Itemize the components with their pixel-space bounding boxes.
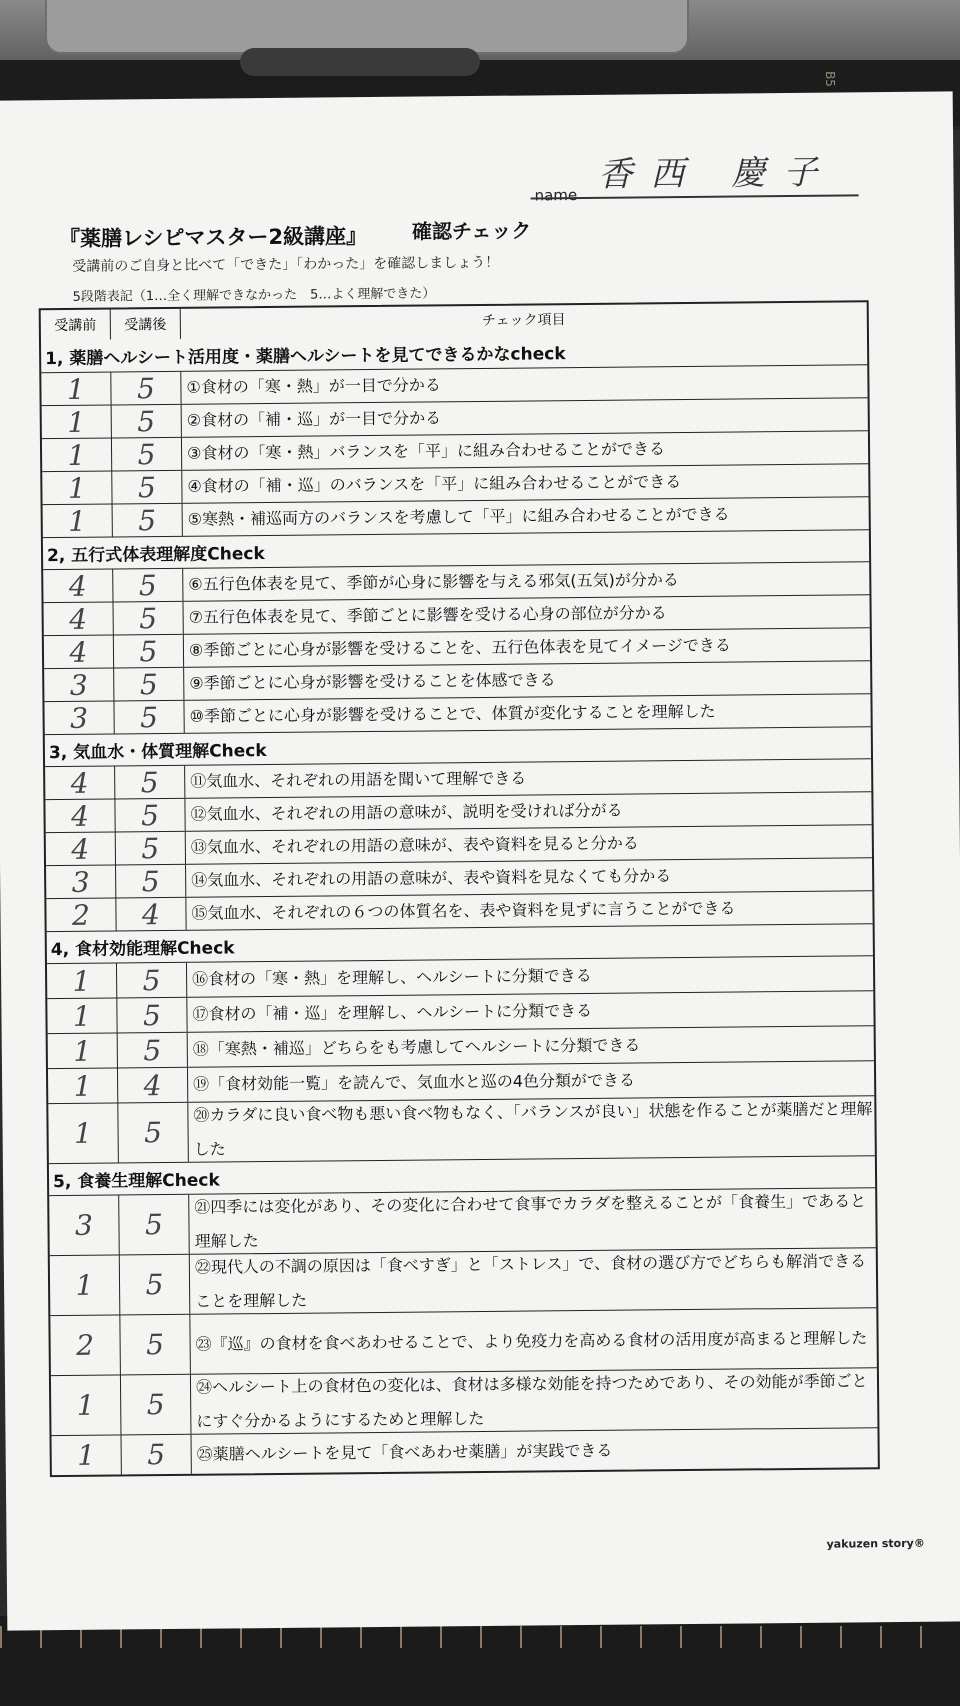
check-item-text: ⑬気血水、それぞれの用語の意味が、表や資料を見ると分かる bbox=[190, 833, 639, 857]
score-after: 5 bbox=[113, 569, 183, 602]
check-item-text: ⑨季節ごとに心身が影響を受けることを体感できる bbox=[189, 670, 556, 693]
score-after: 5 bbox=[112, 471, 182, 504]
score-after: 5 bbox=[112, 438, 182, 471]
intro-text: 受講前のご自身と比べて「できた」「わかった」を確認しましょう！ bbox=[72, 254, 500, 275]
table-row bbox=[51, 1367, 878, 1435]
table-row bbox=[48, 1095, 875, 1163]
score-before: 1 bbox=[50, 1255, 121, 1315]
check-item-text: ③食材の「寒・熱」バランスを「平」に組み合わせることができる bbox=[186, 439, 666, 463]
score-before: 4 bbox=[45, 799, 115, 832]
section-title: 3, 気血水・体質理解Check bbox=[45, 726, 871, 766]
name-label: name bbox=[534, 186, 578, 205]
score-after: 5 bbox=[118, 1103, 189, 1163]
table-row bbox=[51, 1427, 877, 1475]
score-before: 4 bbox=[43, 570, 113, 603]
check-item-text: ㉕薬膳ヘルシートを見て「食べあわせ薬膳」が実践できる bbox=[196, 1440, 613, 1464]
score-before: 1 bbox=[42, 406, 112, 439]
section-title: 5, 食養生理解Check bbox=[49, 1155, 875, 1195]
score-before: 1 bbox=[48, 1103, 119, 1163]
header-items: チェック項目 bbox=[481, 312, 566, 329]
scale-note: 5段階表記（1…全く理解できなかった 5…よく理解できた） bbox=[72, 286, 436, 305]
name-value: 香西 慶子 bbox=[598, 152, 836, 195]
score-before: 1 bbox=[48, 1068, 118, 1103]
check-table bbox=[39, 300, 880, 1477]
check-item-text: ⑫気血水、それぞれの用語の意味が、説明を受ければ分がる bbox=[190, 800, 623, 824]
score-after: 5 bbox=[114, 668, 184, 701]
score-before: 1 bbox=[47, 998, 117, 1033]
score-after: 5 bbox=[120, 1255, 191, 1315]
section-title: 1, 薬膳ヘルシート活用度・薬膳ヘルシートを見てできるかなcheck bbox=[45, 343, 566, 369]
score-after: 5 bbox=[117, 963, 187, 998]
check-item-text: ㉑四季には変化があり、その変化に合わせて食事でカラダを整えることが「食養生」であると理解した bbox=[194, 1190, 867, 1251]
check-item-text: ⑯食材の「寒・熱」を理解し、ヘルシートに分類できる bbox=[192, 965, 592, 989]
check-item-text: ⑳カラダに良い食べ物も悪い食べ物もなく、「バランスが良い」状態を作ることが薬膳だと理解した bbox=[193, 1098, 873, 1159]
check-item-text: ⑰食材の「補・巡」を理解し、ヘルシートに分類できる bbox=[192, 1000, 593, 1024]
score-after: 5 bbox=[116, 865, 186, 898]
check-item-text: ①食材の「寒・熱」が一目で分かる bbox=[186, 375, 441, 397]
ruler-bottom bbox=[0, 1616, 960, 1706]
ruler-mark: B5 bbox=[822, 71, 837, 87]
score-before: 3 bbox=[46, 865, 116, 898]
table-body bbox=[41, 332, 878, 1475]
score-before: 4 bbox=[46, 832, 116, 865]
score-before: 3 bbox=[49, 1195, 120, 1255]
score-before: 4 bbox=[45, 766, 115, 799]
score-before: 1 bbox=[42, 439, 112, 472]
check-item-text: ⑥五行色体表を見て、季節が心身に影響を与える邪気(五気)が分かる bbox=[188, 570, 679, 594]
check-item-text: ⑭気血水、それぞれの用語の意味が、表や資料を見なくても分かる bbox=[191, 866, 672, 890]
header-before: 受講前 bbox=[41, 310, 111, 341]
check-item-text: ⑦五行色体表を見て、季節ごとに影響を受ける心身の部位が分かる bbox=[188, 603, 667, 627]
score-before: 2 bbox=[46, 898, 116, 931]
check-item-text: ㉔ヘルシート上の食材色の変化は、食材は多様な効能を持つためであり、その効能が季節ごとにすぐ分かるようにするためと理解した bbox=[195, 1370, 868, 1431]
score-after: 5 bbox=[115, 766, 185, 799]
score-before: 1 bbox=[41, 373, 111, 406]
page-subtitle: 確認チェック bbox=[411, 218, 532, 244]
score-before: 1 bbox=[51, 1375, 122, 1435]
check-item-text: ⑩季節ごとに心身が影響を受けることで、体質が変化することを理解した bbox=[189, 701, 716, 726]
score-after: 5 bbox=[114, 635, 184, 668]
check-item-text: ⑪気血水、それぞれの用語を聞いて理解できる bbox=[190, 768, 527, 791]
section-title: 4, 食材効能理解Check bbox=[47, 923, 873, 963]
score-before: 3 bbox=[44, 669, 114, 702]
score-after: 5 bbox=[114, 701, 184, 734]
score-before: 1 bbox=[43, 505, 113, 538]
score-before: 1 bbox=[48, 1033, 118, 1068]
check-item-text: ②食材の「補・巡」が一目で分かる bbox=[186, 408, 442, 430]
page-title: 『薬膳レシピマスター2級講座』 bbox=[58, 224, 368, 252]
score-before: 1 bbox=[52, 1435, 122, 1475]
check-item-text: ⑧季節ごとに心身が影響を受けることを、五行色体表を見てイメージできる bbox=[188, 635, 731, 660]
paper-sheet bbox=[0, 91, 960, 1630]
check-item-text: ⑮気血水、それぞれの６つの体質名を、表や資料を見ずに言うことができる bbox=[191, 898, 736, 923]
score-after: 4 bbox=[118, 1068, 188, 1103]
score-before: 4 bbox=[44, 603, 114, 636]
score-after: 5 bbox=[111, 372, 181, 405]
score-before: 2 bbox=[50, 1315, 121, 1375]
table-row bbox=[50, 1247, 877, 1315]
clipboard-clip bbox=[240, 48, 480, 76]
score-after: 5 bbox=[118, 1033, 188, 1068]
check-item-text: ⑲「食材効能一覧」を読んで、気血水と巡の4色分類ができる bbox=[193, 1070, 636, 1094]
footer-brand: yakuzen story® bbox=[826, 1536, 925, 1551]
check-item-text: ④食材の「補・巡」のバランスを「平」に組み合わせることができる bbox=[187, 472, 682, 496]
score-before: 3 bbox=[44, 702, 114, 735]
score-after: 5 bbox=[120, 1315, 191, 1375]
score-after: 5 bbox=[121, 1435, 191, 1475]
score-after: 5 bbox=[121, 1375, 192, 1435]
score-before: 1 bbox=[42, 472, 112, 505]
score-after: 5 bbox=[117, 998, 187, 1033]
header-after: 受講後 bbox=[111, 309, 181, 340]
score-after: 5 bbox=[119, 1195, 190, 1255]
check-item-text: ⑤寒熱・補巡両方のバランスを考慮して「平」に組み合わせることができる bbox=[187, 504, 730, 529]
score-before: 1 bbox=[47, 963, 117, 998]
check-item-text: ㉓『巡』の食材を食べあわせることで、より免疫力を高める食材の活用度が高まると理解した bbox=[195, 1327, 868, 1354]
score-after: 5 bbox=[116, 832, 186, 865]
score-after: 5 bbox=[114, 602, 184, 635]
name-line bbox=[531, 194, 859, 199]
check-item-text: ㉒現代人の不調の原因は「食べすぎ」と「ストレス」で、食材の選び方でどちらも解消できることを理解した bbox=[194, 1250, 867, 1311]
score-after: 4 bbox=[116, 898, 186, 931]
score-after: 5 bbox=[113, 504, 183, 537]
score-before: 4 bbox=[44, 636, 114, 669]
score-after: 5 bbox=[115, 799, 185, 832]
section-title: 2, 五行式体表理解度Check bbox=[43, 529, 869, 569]
tablet-device bbox=[45, 0, 689, 54]
check-item-text: ⑱「寒熱・補巡」どちらをも考慮してヘルシートに分類できる bbox=[192, 1035, 641, 1059]
score-after: 5 bbox=[112, 405, 182, 438]
